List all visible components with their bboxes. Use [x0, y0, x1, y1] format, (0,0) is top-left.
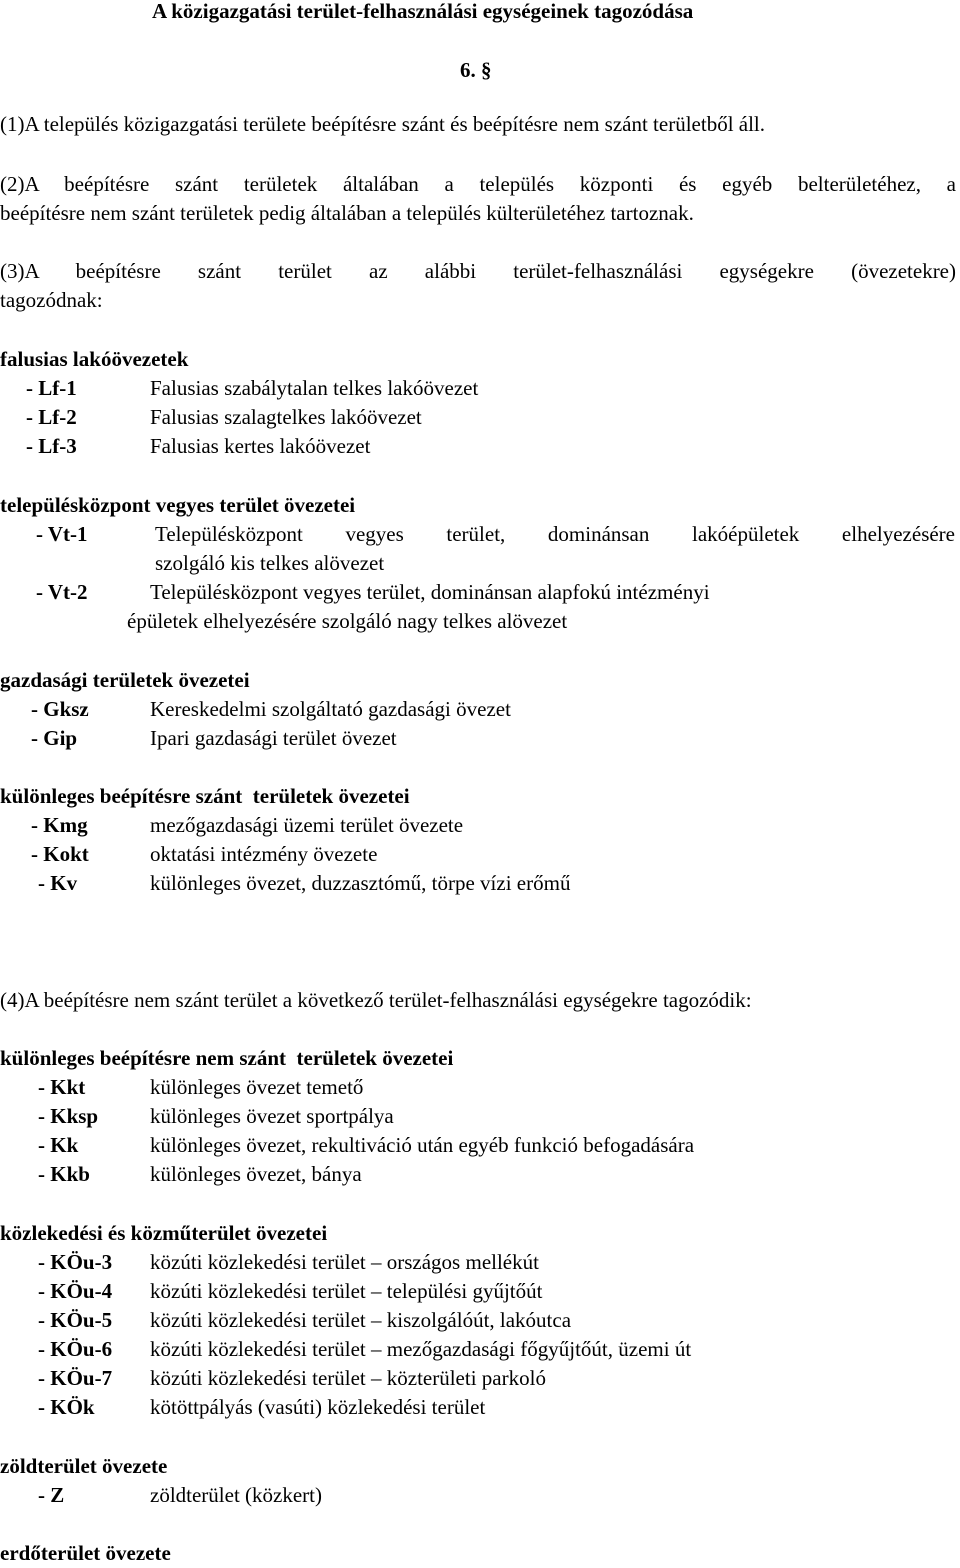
- document-title: A közigazgatási terület-felhasználási egységeinek tagozódása: [152, 0, 694, 23]
- zone-desc: Kereskedelmi szolgáltató gazdasági övezet: [150, 697, 511, 721]
- zone-code: - Vt-1: [36, 522, 88, 546]
- zone-code: - Kksp: [38, 1104, 99, 1128]
- section-number: 6. §: [460, 58, 492, 82]
- zone-desc: közúti közlekedési terület – kiszolgálóút, lakóutca: [150, 1308, 572, 1332]
- paragraph-3-line-1: (3)A beépítésre szánt terület az alábbi terület-felhasználási egységekre (övezetekre): [0, 259, 956, 283]
- zone-desc: Településközpont vegyes terület, dominánsan lakóépületek elhelyezésére: [155, 522, 955, 546]
- zone-code: - Gksz: [31, 697, 89, 721]
- zone-desc: különleges övezet, bánya: [150, 1162, 362, 1186]
- zone-desc: oktatási intézmény övezete: [150, 842, 378, 866]
- group-heading-g: gazdasági területek övezetei: [0, 668, 250, 692]
- zone-code: - Kkb: [38, 1162, 90, 1186]
- group-heading-vt: településközpont vegyes terület övezetei: [0, 493, 356, 517]
- zone-code: - KÖu-3: [38, 1250, 113, 1274]
- zone-code: - Kv: [38, 871, 78, 895]
- zone-desc: Falusias kertes lakóövezet: [150, 434, 371, 458]
- zone-desc: Falusias szalagtelkes lakóövezet: [150, 405, 422, 429]
- paragraph-3-line-2: tagozódnak:: [0, 288, 103, 312]
- zone-desc: zöldterület (közkert): [150, 1483, 322, 1507]
- group-heading-ko: közlekedési és közműterület övezetei: [0, 1221, 328, 1245]
- zone-code: - Kmg: [31, 813, 88, 837]
- zone-desc: közúti közlekedési terület – mezőgazdasági főgyűjtőút, üzemi út: [150, 1337, 692, 1361]
- zone-desc: kötöttpályás (vasúti) közlekedési terület: [150, 1395, 486, 1419]
- zone-desc: különleges övezet, rekultiváció után egyéb funkció befogadására: [150, 1133, 695, 1157]
- zone-code: - Lf-3: [26, 434, 77, 458]
- group-heading-lf: falusias lakóövezetek: [0, 347, 189, 371]
- zone-code: - KÖk: [38, 1395, 95, 1419]
- zone-code: - Kk: [38, 1133, 79, 1157]
- zone-code: - Gip: [31, 726, 78, 750]
- paragraph-4: (4)A beépítésre nem szánt terület a következő terület-felhasználási egységekre tagozódik:: [0, 988, 752, 1012]
- group-heading-e: erdőterület övezete: [0, 1541, 171, 1565]
- zone-code: - Lf-2: [26, 405, 77, 429]
- group-heading-kb: különleges beépítésre szánt területek övezetei: [0, 784, 410, 808]
- zone-code: - Kokt: [31, 842, 89, 866]
- zone-code: - KÖu-7: [38, 1366, 113, 1390]
- paragraph-3: [0, 257, 956, 315]
- zone-desc: mezőgazdasági üzemi terület övezete: [150, 813, 464, 837]
- paragraph-2-line-1: (2)A beépítésre szánt területek általában a település központi és egyéb belterületéhez, a: [0, 172, 956, 196]
- zone-desc: különleges övezet sportpálya: [150, 1104, 394, 1128]
- zone-desc: Falusias szabálytalan telkes lakóövezet: [150, 376, 479, 400]
- zone-desc-cont: épületek elhelyezésére szolgáló nagy telkes alövezet: [127, 609, 568, 633]
- zone-desc: közúti közlekedési terület – közterületi parkoló: [150, 1366, 546, 1390]
- paragraph-2: [0, 170, 956, 228]
- group-heading-knb: különleges beépítésre nem szánt területek övezetei: [0, 1046, 454, 1070]
- zone-code: - Vt-2: [36, 580, 88, 604]
- zone-desc: különleges övezet temető: [150, 1075, 364, 1099]
- zone-desc: Ipari gazdasági terület övezet: [150, 726, 397, 750]
- zone-code: - KÖu-6: [38, 1337, 113, 1361]
- zone-code: - KÖu-4: [38, 1279, 113, 1303]
- zone-desc: különleges övezet, duzzasztómű, törpe vízi erőmű: [150, 871, 571, 895]
- zone-desc: közúti közlekedési terület – települési gyűjtőút: [150, 1279, 543, 1303]
- zone-code: - Lf-1: [26, 376, 77, 400]
- zone-code: - Z: [38, 1483, 65, 1507]
- zone-code: - Kkt: [38, 1075, 86, 1099]
- zone-desc: közúti közlekedési terület – országos mellékút: [150, 1250, 539, 1274]
- zone-desc-cont: szolgáló kis telkes alövezet: [155, 551, 385, 575]
- paragraph-2-line-2: beépítésre nem szánt területek pedig általában a település külterületéhez tartoznak.: [0, 201, 694, 225]
- zone-desc: Településközpont vegyes terület, dominánsan alapfokú intézményi: [150, 580, 710, 604]
- paragraph-1: (1)A település közigazgatási területe beépítésre szánt és beépítésre nem szánt területből áll.: [0, 112, 766, 136]
- zone-code: - KÖu-5: [38, 1308, 113, 1332]
- group-heading-z: zöldterület övezete: [0, 1454, 168, 1478]
